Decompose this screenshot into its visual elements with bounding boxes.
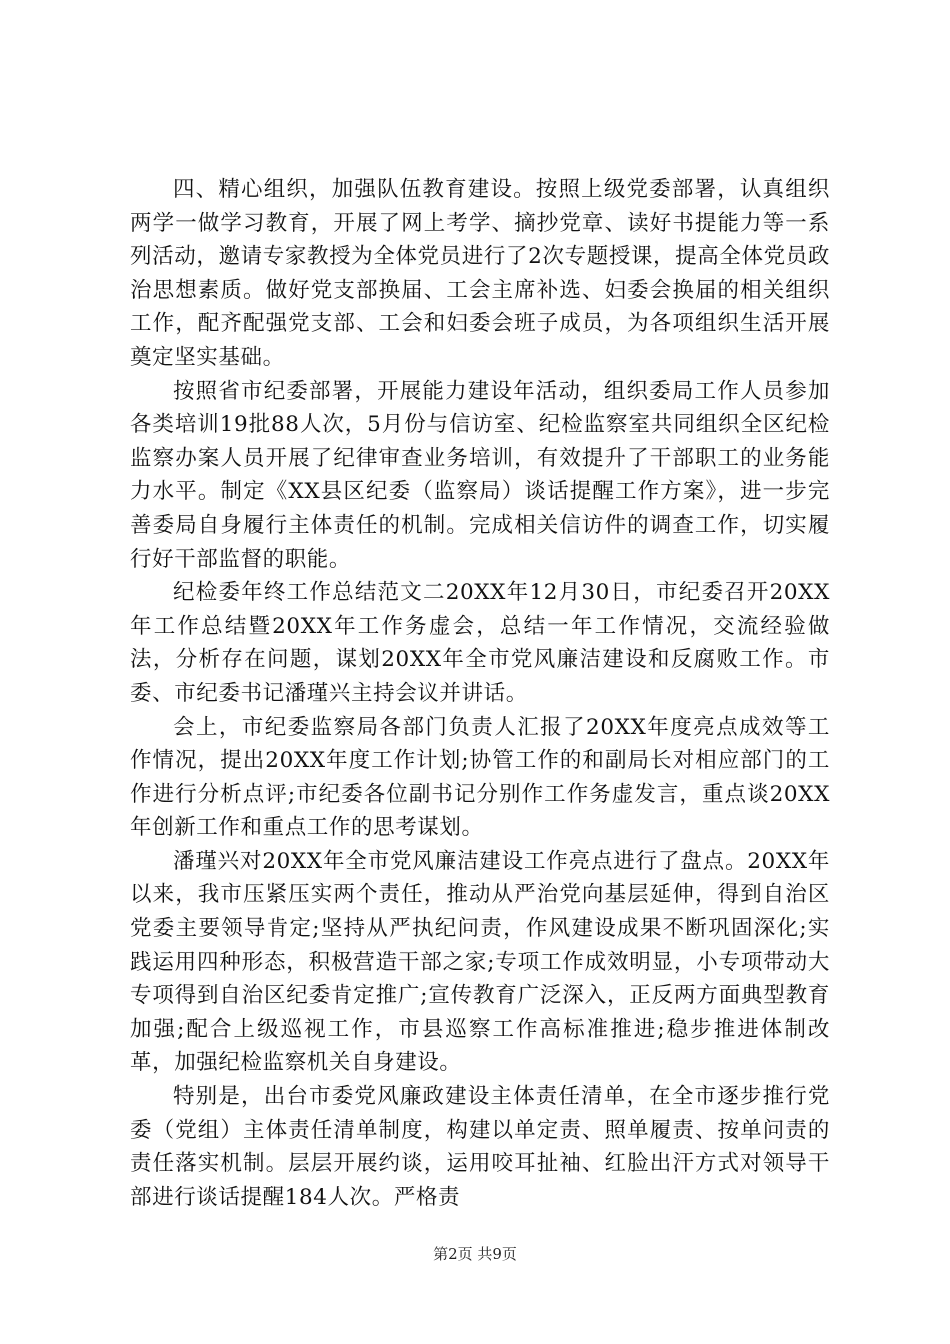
paragraph-highlights-review: 潘瑾兴对20XX年全市党风廉洁建设工作亮点进行了盘点。20XX年以来，我市压紧压实两个责任，推动从严治党向基层延伸，得到自治区党委主要领导肯定;坚持从严执纪问责，作风建设成果不断巩固深化;实践运用四种形态，积极营造干部之家;专项工作成效明显，小专项带动大专项得到自治区纪委肯定推广;宣传教育广泛深入，正反两方面典型教育加强;配合上级巡视工作，市县巡察工作高标准推进;稳步推进体制改革，加强纪检监察机关自身建设。 bbox=[130, 848, 830, 1076]
paragraph-responsibility-list: 特别是，出台市委党风廉政建设主体责任清单，在全市逐步推行党委（党组）主体责任清单制度，构建以单定责、照单履责、按单问责的责任落实机制。层层开展约谈，运用咬耳扯袖、红脸出汗方式对领导干部进行谈话提醒184人次。严格责 bbox=[130, 1084, 830, 1210]
document-body bbox=[130, 173, 830, 1214]
paragraph-capacity-building: 按照省市纪委部署，开展能力建设年活动，组织委局工作人员参加各类培训19批88人次，5月份与信访室、纪检监察室共同组织全区纪检监察办案人员开展了纪律审查业务培训，有效提升了干部职工的业务能力水平。制定《XX县区纪委（监察局）谈话提醒工作方案》，进一步完善委局自身履行主体责任的机制。完成相关信访件的调查工作，切实履行好干部监督的职能。 bbox=[130, 378, 830, 572]
paragraph-department-reports: 会上，市纪委监察局各部门负责人汇报了20XX年度亮点成效等工作情况，提出20XX年度工作计划;协管工作的和副局长对相应部门的工作进行分析点评;市纪委各位副书记分别作工作务虚发言，重点谈20XX年创新工作和重点工作的思考谋划。 bbox=[130, 714, 830, 841]
paragraph-team-education: 四、精心组织，加强队伍教育建设。按照上级党委部署，认真组织两学一做学习教育，开展了网上考学、摘抄党章、读好书提能力等一系列活动，邀请专家教授为全体党员进行了2次专题授课，提高全体党员政治思想素质。做好党支部换届、工会主席补选、妇委会换届的相关组织工作，配齐配强党支部、工会和妇委会班子成员，为各项组织生活开展奠定坚实基础。 bbox=[130, 177, 830, 370]
paragraph-annual-meeting: 纪检委年终工作总结范文二20XX年12月30日，市纪委召开20XX年工作总结暨20XX年工作务虚会，总结一年工作情况，交流经验做法，分析存在问题，谋划20XX年全市党风廉洁建设和反腐败工作。市委、市纪委书记潘瑾兴主持会议并讲话。 bbox=[130, 580, 830, 706]
page-number-footer: 第2页 共9页 bbox=[433, 1245, 517, 1263]
